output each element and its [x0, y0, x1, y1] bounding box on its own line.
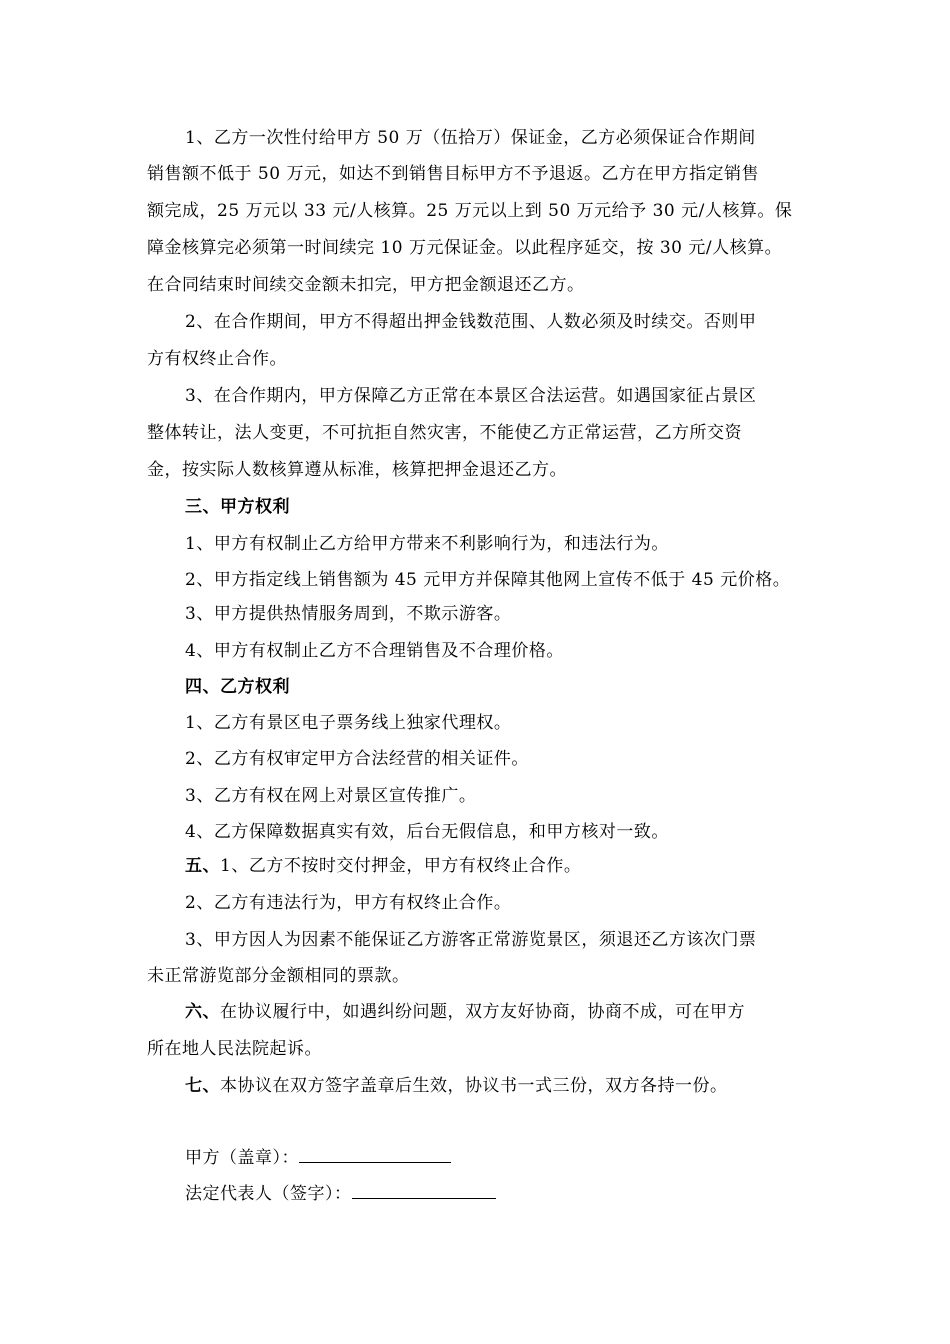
section-6-line-1: [185, 1002, 745, 1022]
section-7-prefix: 七、: [185, 1076, 220, 1096]
section-6-line-2: 所在地人民法院起诉。: [147, 1039, 322, 1059]
section-4-item-4: 4、乙方保障数据真实有效，后台无假信息，和甲方核对一致。: [185, 822, 669, 842]
legal-rep-signature-blank[interactable]: [352, 1184, 496, 1199]
legal-rep-signature-line: [185, 1184, 496, 1204]
section-5-prefix: 五、: [185, 856, 220, 876]
section-4-item-3: 3、乙方有权在网上对景区宣传推广。: [185, 786, 477, 806]
clause-2-line-1: 2、在合作期间，甲方不得超出押金钱数范围、人数必须及时续交。否则甲: [185, 312, 757, 332]
clause-1-line-4: 障金核算完必须第一时间续完 10 万元保证金。以此程序延交，按 30 元/人核算。: [147, 238, 783, 258]
section-3-item-4: 4、甲方有权制止乙方不合理销售及不合理价格。: [185, 641, 564, 661]
clause-3-line-2: 整体转让，法人变更，不可抗拒自然灾害，不能使乙方正常运营，乙方所交资: [147, 423, 742, 443]
section-5-item-2: 2、乙方有违法行为，甲方有权终止合作。: [185, 893, 512, 913]
clause-3-line-1: 3、在合作期内，甲方保障乙方正常在本景区合法运营。如遇国家征占景区: [185, 386, 757, 406]
section-3-item-2: 2、甲方指定线上销售额为 45 元甲方并保障其他网上宣传不低于 45 元价格。: [185, 570, 791, 590]
clause-2-line-2: 方有权终止合作。: [147, 349, 287, 369]
party-a-seal-label: 甲方（盖章）：: [185, 1148, 299, 1168]
section-5-item-1: 1、乙方不按时交付押金，甲方有权终止合作。: [220, 856, 582, 876]
section-3-item-1: 1、甲方有权制止乙方给甲方带来不利影响行为，和违法行为。: [185, 534, 669, 554]
section-5-item-3-line-2: 未正常游览部分金额相同的票款。: [147, 966, 410, 986]
legal-rep-signature-label: 法定代表人（签字）：: [185, 1184, 352, 1204]
clause-1-line-1: 1、乙方一次性付给甲方 50 万（伍拾万）保证金，乙方必须保证合作期间: [185, 128, 756, 148]
section-6-text-1: 在协议履行中，如遇纠纷问题，双方友好协商，协商不成，可在甲方: [220, 1002, 745, 1022]
clause-1-line-2: 销售额不低于 50 万元，如达不到销售目标甲方不予退返。乙方在甲方指定销售: [147, 164, 759, 184]
party-a-seal-line: [185, 1148, 451, 1168]
section-7-line: [185, 1076, 728, 1096]
section-5-line-1: [185, 856, 581, 876]
section-7-text: 本协议在双方签字盖章后生效，协议书一式三份，双方各持一份。: [220, 1076, 728, 1096]
clause-3-line-3: 金，按实际人数核算遵从标准，核算把押金退还乙方。: [147, 460, 567, 480]
section-5-item-3-line-1: 3、甲方因人为因素不能保证乙方游客正常游览景区，须退还乙方该次门票: [185, 930, 757, 950]
section-4-heading: 四、乙方权利: [185, 677, 290, 697]
section-4-item-2: 2、乙方有权审定甲方合法经营的相关证件。: [185, 749, 529, 769]
section-6-prefix: 六、: [185, 1002, 220, 1022]
clause-1-line-5: 在合同结束时间续交金额未扣完，甲方把金额退还乙方。: [147, 275, 585, 295]
section-3-item-3: 3、甲方提供热情服务周到，不欺示游客。: [185, 604, 512, 624]
section-3-heading: 三、甲方权利: [185, 497, 290, 517]
section-4-item-1: 1、乙方有景区电子票务线上独家代理权。: [185, 713, 512, 733]
party-a-seal-blank[interactable]: [299, 1148, 451, 1163]
clause-1-line-3: 额完成，25 万元以 33 元/人核算。25 万元以上到 50 万元给予 30 元/人核算。保: [147, 201, 793, 221]
